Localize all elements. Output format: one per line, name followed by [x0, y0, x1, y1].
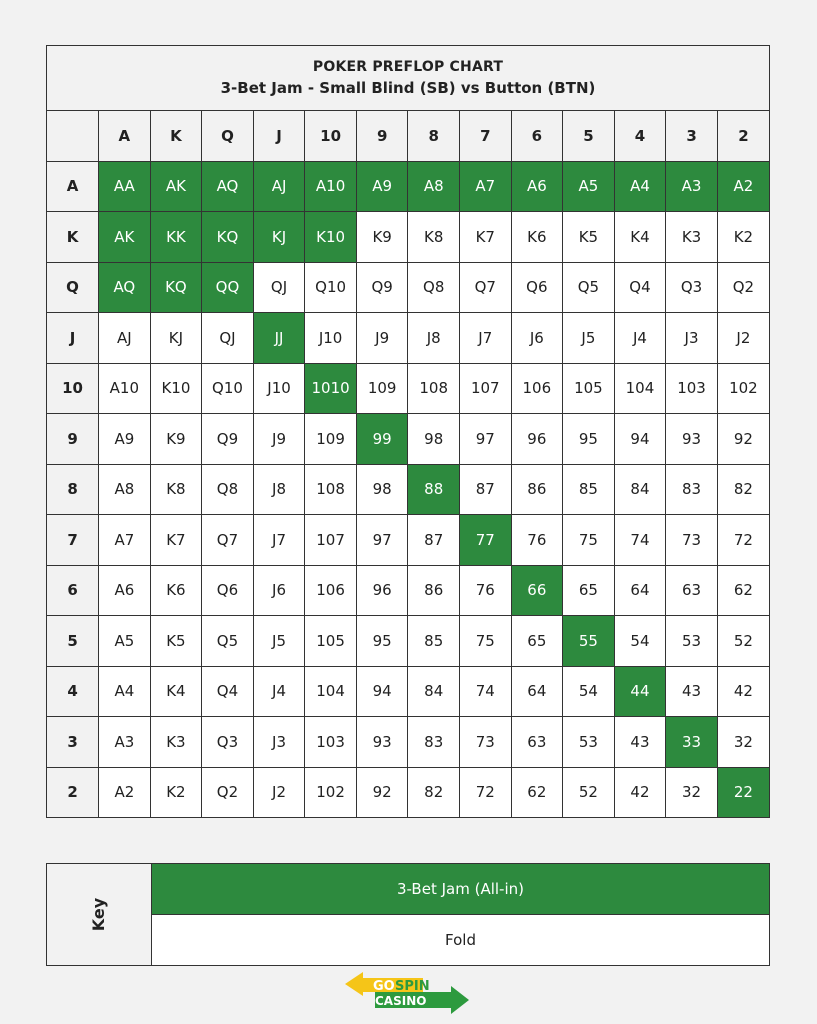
hand-cell-fold: Q10	[202, 363, 254, 414]
hand-cell-fold: 84	[408, 666, 460, 717]
go-spin-casino-logo	[345, 970, 470, 1016]
hand-cell-fold: J6	[253, 565, 305, 616]
column-header: 8	[408, 111, 460, 161]
column-header: Q	[202, 111, 254, 161]
hand-cell-jam: 1010	[305, 363, 357, 414]
column-header: 6	[511, 111, 563, 161]
hand-cell-fold: K2	[150, 767, 202, 817]
hand-cell-fold: 54	[614, 616, 666, 667]
hand-cell-fold: 64	[614, 565, 666, 616]
hand-cell-jam: 44	[614, 666, 666, 717]
hand-cell-fold: 104	[305, 666, 357, 717]
hand-cell-fold: QJ	[202, 313, 254, 364]
row-header: 4	[47, 666, 99, 717]
row-header: 9	[47, 414, 99, 465]
hand-cell-fold: AJ	[99, 313, 151, 364]
hand-cell-fold: 73	[666, 515, 718, 566]
hand-cell-jam: A9	[356, 161, 408, 212]
hand-cell-jam: AQ	[99, 262, 151, 313]
column-header: 2	[717, 111, 769, 161]
hand-cell-jam: KQ	[150, 262, 202, 313]
hand-cell-fold: 109	[356, 363, 408, 414]
hand-cell-fold: 94	[614, 414, 666, 465]
hand-cell-fold: K10	[150, 363, 202, 414]
hand-cell-fold: 76	[460, 565, 512, 616]
hand-cell-fold: A2	[99, 767, 151, 817]
hand-cell-fold: Q6	[202, 565, 254, 616]
hand-cell-fold: 65	[563, 565, 615, 616]
grid-row	[47, 313, 769, 364]
hand-cell-fold: A10	[99, 363, 151, 414]
hand-cell-fold: 95	[563, 414, 615, 465]
hand-cell-jam: A5	[563, 161, 615, 212]
hand-cell-fold: 54	[563, 666, 615, 717]
logo-graphic	[345, 970, 470, 1016]
hand-cell-fold: A8	[99, 464, 151, 515]
hand-cell-fold: 43	[666, 666, 718, 717]
hand-cell-fold: J2	[253, 767, 305, 817]
logo-word-casino: CASINO	[375, 994, 427, 1008]
hand-cell-fold: Q2	[717, 262, 769, 313]
hand-cell-fold: 75	[460, 616, 512, 667]
hand-cell-jam: QQ	[202, 262, 254, 313]
hand-cell-fold: J7	[253, 515, 305, 566]
hand-cell-fold: J3	[253, 717, 305, 768]
hand-cell-fold: 82	[717, 464, 769, 515]
hand-cell-jam: A2	[717, 161, 769, 212]
hand-cell-fold: K7	[150, 515, 202, 566]
hand-cell-jam: JJ	[253, 313, 305, 364]
hand-cell-fold: Q6	[511, 262, 563, 313]
hand-cell-fold: K8	[150, 464, 202, 515]
grid-row	[47, 363, 769, 414]
column-header: 3	[666, 111, 718, 161]
hand-cell-fold: 74	[460, 666, 512, 717]
hand-cell-fold: A7	[99, 515, 151, 566]
hand-cell-fold: 73	[460, 717, 512, 768]
hand-cell-fold: Q7	[202, 515, 254, 566]
grid-row	[47, 616, 769, 667]
grid-corner	[47, 111, 99, 161]
hand-cell-fold: Q9	[202, 414, 254, 465]
row-header: 10	[47, 363, 99, 414]
hand-cell-fold: 105	[305, 616, 357, 667]
hand-cell-fold: 102	[305, 767, 357, 817]
hand-cell-fold: J10	[305, 313, 357, 364]
hand-cell-fold: J5	[253, 616, 305, 667]
hand-cell-fold: 109	[305, 414, 357, 465]
hand-cell-fold: A6	[99, 565, 151, 616]
hand-cell-fold: Q4	[614, 262, 666, 313]
hand-cell-fold: K4	[150, 666, 202, 717]
row-header: 2	[47, 767, 99, 817]
hand-cell-fold: J2	[717, 313, 769, 364]
row-header: Q	[47, 262, 99, 313]
grid-row	[47, 262, 769, 313]
hand-cell-fold: Q2	[202, 767, 254, 817]
hand-cell-fold: Q7	[460, 262, 512, 313]
hand-cell-fold: 106	[511, 363, 563, 414]
key-entry-fold: Fold	[152, 915, 769, 965]
hand-cell-fold: QJ	[253, 262, 305, 313]
hand-cell-fold: Q3	[666, 262, 718, 313]
hand-cell-jam: KK	[150, 212, 202, 263]
hand-cell-fold: J7	[460, 313, 512, 364]
hand-cell-fold: K5	[150, 616, 202, 667]
hand-cell-jam: A6	[511, 161, 563, 212]
logo-word-spin: SPIN	[395, 979, 430, 994]
chart-title: POKER PREFLOP CHART	[312, 59, 504, 75]
hand-cell-fold: Q4	[202, 666, 254, 717]
logo-word-go: GO	[373, 979, 395, 994]
hand-cell-fold: 76	[511, 515, 563, 566]
hand-cell-fold: K9	[150, 414, 202, 465]
hand-cell-jam: AA	[99, 161, 151, 212]
hand-cell-fold: 53	[666, 616, 718, 667]
hand-cell-jam: AQ	[202, 161, 254, 212]
hand-cell-fold: 52	[563, 767, 615, 817]
hand-cell-fold: 93	[356, 717, 408, 768]
hand-cell-fold: 52	[717, 616, 769, 667]
hand-cell-fold: A3	[99, 717, 151, 768]
key-label: Key	[89, 897, 109, 932]
hand-cell-fold: J4	[253, 666, 305, 717]
hand-cell-jam: 77	[460, 515, 512, 566]
hand-cell-jam: 33	[666, 717, 718, 768]
preflop-chart	[46, 45, 770, 818]
hand-cell-fold: K3	[666, 212, 718, 263]
hand-cell-fold: K7	[460, 212, 512, 263]
grid-row	[47, 767, 769, 817]
hand-cell-jam: 55	[563, 616, 615, 667]
hand-cell-jam: KJ	[253, 212, 305, 263]
hand-cell-fold: J6	[511, 313, 563, 364]
hand-cell-fold: 97	[460, 414, 512, 465]
hand-cell-fold: A4	[99, 666, 151, 717]
row-header: 5	[47, 616, 99, 667]
hand-cell-fold: 97	[356, 515, 408, 566]
hand-cell-fold: J3	[666, 313, 718, 364]
hand-cell-fold: 85	[563, 464, 615, 515]
hand-cell-jam: 22	[717, 767, 769, 817]
grid-row	[47, 717, 769, 768]
column-header: J	[253, 111, 305, 161]
row-header: 3	[47, 717, 99, 768]
hand-cell-fold: 94	[356, 666, 408, 717]
hand-cell-jam: AJ	[253, 161, 305, 212]
hand-cell-fold: 85	[408, 616, 460, 667]
hand-cell-fold: K6	[511, 212, 563, 263]
column-header: 7	[460, 111, 512, 161]
column-header: A	[99, 111, 151, 161]
hand-cell-fold: 62	[511, 767, 563, 817]
hand-cell-fold: K6	[150, 565, 202, 616]
hand-cell-fold: 86	[511, 464, 563, 515]
hand-cell-fold: 65	[511, 616, 563, 667]
hand-cell-jam: A4	[614, 161, 666, 212]
hand-cell-fold: 63	[666, 565, 718, 616]
hand-cell-jam: AK	[150, 161, 202, 212]
hand-cell-jam: A8	[408, 161, 460, 212]
hand-cell-fold: 83	[666, 464, 718, 515]
column-header: 4	[614, 111, 666, 161]
row-header: 7	[47, 515, 99, 566]
hand-cell-fold: KJ	[150, 313, 202, 364]
hand-cell-fold: 98	[408, 414, 460, 465]
hand-cell-fold: J5	[563, 313, 615, 364]
hand-cell-fold: 83	[408, 717, 460, 768]
row-header: A	[47, 161, 99, 212]
column-header: 9	[356, 111, 408, 161]
hand-cell-jam: A3	[666, 161, 718, 212]
hand-cell-fold: 103	[305, 717, 357, 768]
hand-cell-fold: 92	[717, 414, 769, 465]
hand-cell-fold: Q8	[408, 262, 460, 313]
hand-cell-fold: Q9	[356, 262, 408, 313]
column-header: 10	[305, 111, 357, 161]
hand-cell-fold: 42	[614, 767, 666, 817]
grid-row	[47, 212, 769, 263]
hand-cell-jam: 66	[511, 565, 563, 616]
hand-cell-fold: J10	[253, 363, 305, 414]
hand-cell-fold: 43	[614, 717, 666, 768]
grid-row	[47, 515, 769, 566]
hand-cell-fold: 96	[356, 565, 408, 616]
hand-cell-fold: 62	[717, 565, 769, 616]
hand-cell-fold: 105	[563, 363, 615, 414]
hand-cell-fold: 98	[356, 464, 408, 515]
column-header: K	[150, 111, 202, 161]
hand-cell-fold: 72	[717, 515, 769, 566]
legend-key	[46, 863, 770, 966]
hand-cell-fold: 103	[666, 363, 718, 414]
hand-cell-jam: A10	[305, 161, 357, 212]
key-entry-jam: 3-Bet Jam (All-in)	[152, 864, 769, 915]
hand-cell-fold: 74	[614, 515, 666, 566]
hand-cell-fold: 42	[717, 666, 769, 717]
hand-cell-jam: 88	[408, 464, 460, 515]
key-entries	[152, 864, 769, 965]
hand-cell-fold: 104	[614, 363, 666, 414]
hand-cell-fold: 86	[408, 565, 460, 616]
grid-row	[47, 161, 769, 212]
hand-cell-fold: K4	[614, 212, 666, 263]
hand-cell-fold: 72	[460, 767, 512, 817]
hand-cell-fold: K9	[356, 212, 408, 263]
hand-cell-fold: 32	[666, 767, 718, 817]
hand-cell-jam: AK	[99, 212, 151, 263]
grid-row	[47, 565, 769, 616]
hand-cell-fold: K8	[408, 212, 460, 263]
row-header: K	[47, 212, 99, 263]
hand-cell-fold: 87	[408, 515, 460, 566]
hand-cell-jam: K10	[305, 212, 357, 263]
hand-cell-fold: Q3	[202, 717, 254, 768]
hand-cell-jam: 99	[356, 414, 408, 465]
hand-cell-fold: J4	[614, 313, 666, 364]
hand-cell-fold: J8	[253, 464, 305, 515]
chart-subtitle: 3-Bet Jam - Small Blind (SB) vs Button (BTN)	[220, 79, 596, 97]
row-header: 8	[47, 464, 99, 515]
hand-cell-fold: Q5	[202, 616, 254, 667]
hand-cell-fold: A9	[99, 414, 151, 465]
hand-cell-fold: 102	[717, 363, 769, 414]
hand-cell-fold: 82	[408, 767, 460, 817]
hand-cell-jam: KQ	[202, 212, 254, 263]
hand-cell-fold: 92	[356, 767, 408, 817]
grid-row	[47, 414, 769, 465]
hand-cell-fold: 32	[717, 717, 769, 768]
hand-cell-fold: K2	[717, 212, 769, 263]
hand-cell-fold: 107	[305, 515, 357, 566]
hand-cell-fold: J9	[253, 414, 305, 465]
hand-cell-fold: 75	[563, 515, 615, 566]
hand-grid	[47, 111, 769, 817]
hand-cell-fold: Q8	[202, 464, 254, 515]
row-header: J	[47, 313, 99, 364]
grid-row	[47, 464, 769, 515]
hand-cell-fold: 108	[305, 464, 357, 515]
hand-cell-jam: A7	[460, 161, 512, 212]
row-header: 6	[47, 565, 99, 616]
hand-cell-fold: 63	[511, 717, 563, 768]
hand-cell-fold: 93	[666, 414, 718, 465]
chart-title-block	[47, 46, 769, 111]
hand-cell-fold: K3	[150, 717, 202, 768]
hand-cell-fold: 84	[614, 464, 666, 515]
hand-cell-fold: J9	[356, 313, 408, 364]
hand-cell-fold: 106	[305, 565, 357, 616]
hand-cell-fold: 64	[511, 666, 563, 717]
hand-cell-fold: J8	[408, 313, 460, 364]
hand-cell-fold: Q10	[305, 262, 357, 313]
key-label-cell	[47, 864, 152, 965]
hand-cell-fold: 53	[563, 717, 615, 768]
hand-cell-fold: A5	[99, 616, 151, 667]
hand-cell-fold: 96	[511, 414, 563, 465]
hand-cell-fold: 108	[408, 363, 460, 414]
hand-cell-fold: 95	[356, 616, 408, 667]
hand-cell-fold: K5	[563, 212, 615, 263]
hand-cell-fold: Q5	[563, 262, 615, 313]
grid-row	[47, 666, 769, 717]
hand-cell-fold: 107	[460, 363, 512, 414]
hand-cell-fold: 87	[460, 464, 512, 515]
column-header: 5	[563, 111, 615, 161]
